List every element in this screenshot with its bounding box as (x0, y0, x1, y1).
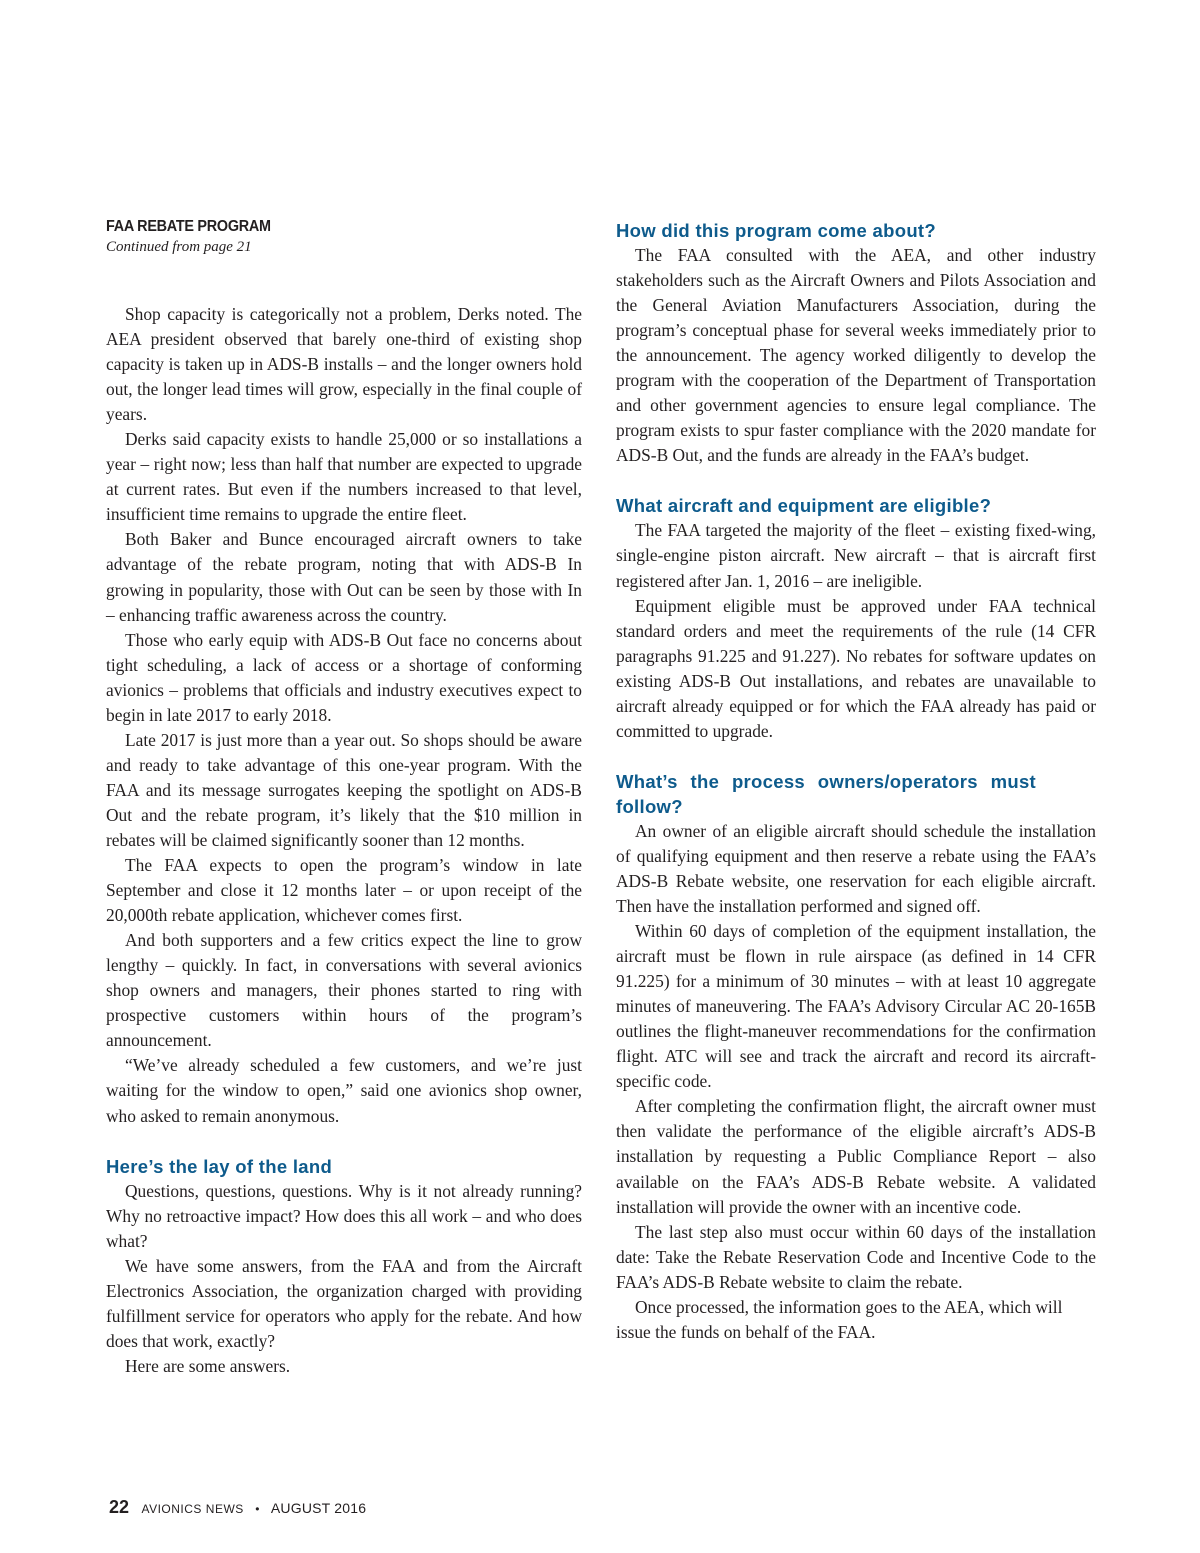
right-column (616, 218, 1096, 1345)
article-paragraph: The last step also must occur within 60 days of the installation date: Take the Rebate Reservation Code and Incentive Code to the FAA’s ADS-B Rebate website to claim the rebate. (616, 1221, 1096, 1292)
article-paragraph: Derks said capacity exists to handle 25,000 or so installations a year – right now; less than half that number are expected to upgrade at current rates. But even if the numbers increased to that level, insufficient time remains to upgrade the entire fleet. (106, 429, 582, 525)
article-paragraph: Here are some answers. (125, 1355, 291, 1376)
article-paragraph: Both Baker and Bunce encouraged aircraft owners to take advantage of the rebate program, noting that with ADS-B In growing in popularity, those with Out can be seen by those with In – enhancing traffic awareness across the country. (106, 529, 582, 625)
continued-note: Continued from page 21 (106, 239, 252, 255)
article-paragraph: Late 2017 is just more than a year out. So shops should be aware and ready to take advantage of this one-year program. With the FAA and its message surrogates keeping the spotlight on ADS-B Out and the rebate program, it’s likely that the $10 million in rebates will be claimed significantly sooner than 12 months. (106, 729, 582, 850)
article-paragraph: “We’ve already scheduled a few customers, and we’re just waiting for the window to open,” said one avionics shop owner, who asked to remain anonymous. (106, 1055, 582, 1126)
article-paragraph: After completing the confirmation flight, the aircraft owner must then validate the performance of the eligible aircraft’s ADS-B installation by requesting a Public Compliance Report – also available on the FAA’s ADS-B Rebate website. A validated installation will provide the owner with an incentive code. (616, 1096, 1096, 1217)
section-heading-process: What’s the process owners/operators must follow? (616, 770, 1036, 817)
page-number: 22 (109, 1497, 130, 1517)
publication-name: AVIONICS NEWS (141, 1502, 244, 1516)
article-paragraph: Questions, questions, questions. Why is it not already running? Why no retroactive impact? How does this all work – and who does what? (106, 1180, 582, 1251)
page-footer (109, 1497, 366, 1518)
article-paragraph: The FAA targeted the majority of the fleet – existing fixed-wing, single-engine piston aircraft. New aircraft – that is aircraft first registered after Jan. 1, 2016 – are ineligible. (616, 520, 1096, 591)
footer-bullet: • (255, 1502, 260, 1516)
article-paragraph: Those who early equip with ADS-B Out face no concerns about tight scheduling, a lack of access or a shortage of conforming avionics – problems that officials and industry executives expect to begin in late 2017 to early 2018. (106, 629, 582, 725)
article-paragraph: Within 60 days of completion of the equipment installation, the aircraft must be flown in rule airspace (as defined in 14 CFR 91.225) for a minimum of 30 minutes – with at least 10 aggregate minutes of maneuvering. The FAA’s Advisory Circular AC 20-165B outlines the flight-maneuver recommendations for the confirmation flight. ATC will see and track the aircraft and record its aircraft-specific code. (616, 921, 1096, 1092)
article-paragraph: An owner of an eligible aircraft should schedule the installation of qualifying equipment and then reserve a rebate using the FAA’s ADS-B Rebate website, one reservation for each eligible aircraft. Then have the installation performed and signed off. (616, 820, 1096, 916)
article-paragraph: Once processed, the information goes to the AEA, which will issue the funds on behalf of the FAA. (616, 1296, 1063, 1342)
section-heading-eligibility: What aircraft and equipment are eligible? (616, 495, 992, 517)
article-paragraph: We have some answers, from the FAA and from the Aircraft Electronics Association, the organization charged with providing fulfillment service for operators who apply for the rebate. And how does that work, exactly? (106, 1255, 582, 1351)
article-paragraph: And both supporters and a few critics expect the line to grow lengthy – quickly. In fact, in conversations with several avionics shop owners and managers, their phones started to ring with prospective customers within hours of the program’s announcement. (106, 930, 582, 1051)
section-kicker: FAA REBATE PROGRAM (106, 218, 271, 235)
section-heading-lay-of-land: Here’s the lay of the land (106, 1155, 333, 1177)
left-column (106, 212, 582, 1379)
issue-date: AUGUST 2016 (270, 1500, 367, 1516)
section-heading-program-origin: How did this program come about? (616, 220, 936, 241)
article-paragraph: The FAA consulted with the AEA, and other industry stakeholders such as the Aircraft Owners and Pilots Association and the General Aviation Manufacturers Association, during the program’s conceptual phase for several weeks immediately prior to the announcement. The agency worked diligently to develop the program with the cooperation of the Department of Transportation and other government agencies to ensure legal compliance. The program exists to spur faster compliance with the 2020 mandate for ADS-B Out, and the funds are already in the FAA’s budget. (616, 245, 1096, 466)
article-paragraph: The FAA expects to open the program’s window in late September and close it 12 months later – or upon receipt of the 20,000th rebate application, whichever comes first. (106, 855, 582, 926)
article-paragraph: Shop capacity is categorically not a problem, Derks noted. The AEA president observed that barely one-third of existing shop capacity is taken up in ADS-B installs – and the longer owners hold out, the longer lead times will grow, especially in the final couple of years. (106, 304, 582, 425)
article-paragraph: Equipment eligible must be approved under FAA technical standard orders and meet the requirements of the rule (14 CFR paragraphs 91.225 and 91.227). No rebates for software updates on existing ADS-B Out installations, and rebates are unavailable to aircraft already equipped or for which the FAA already has paid or committed to upgrade. (616, 595, 1096, 741)
